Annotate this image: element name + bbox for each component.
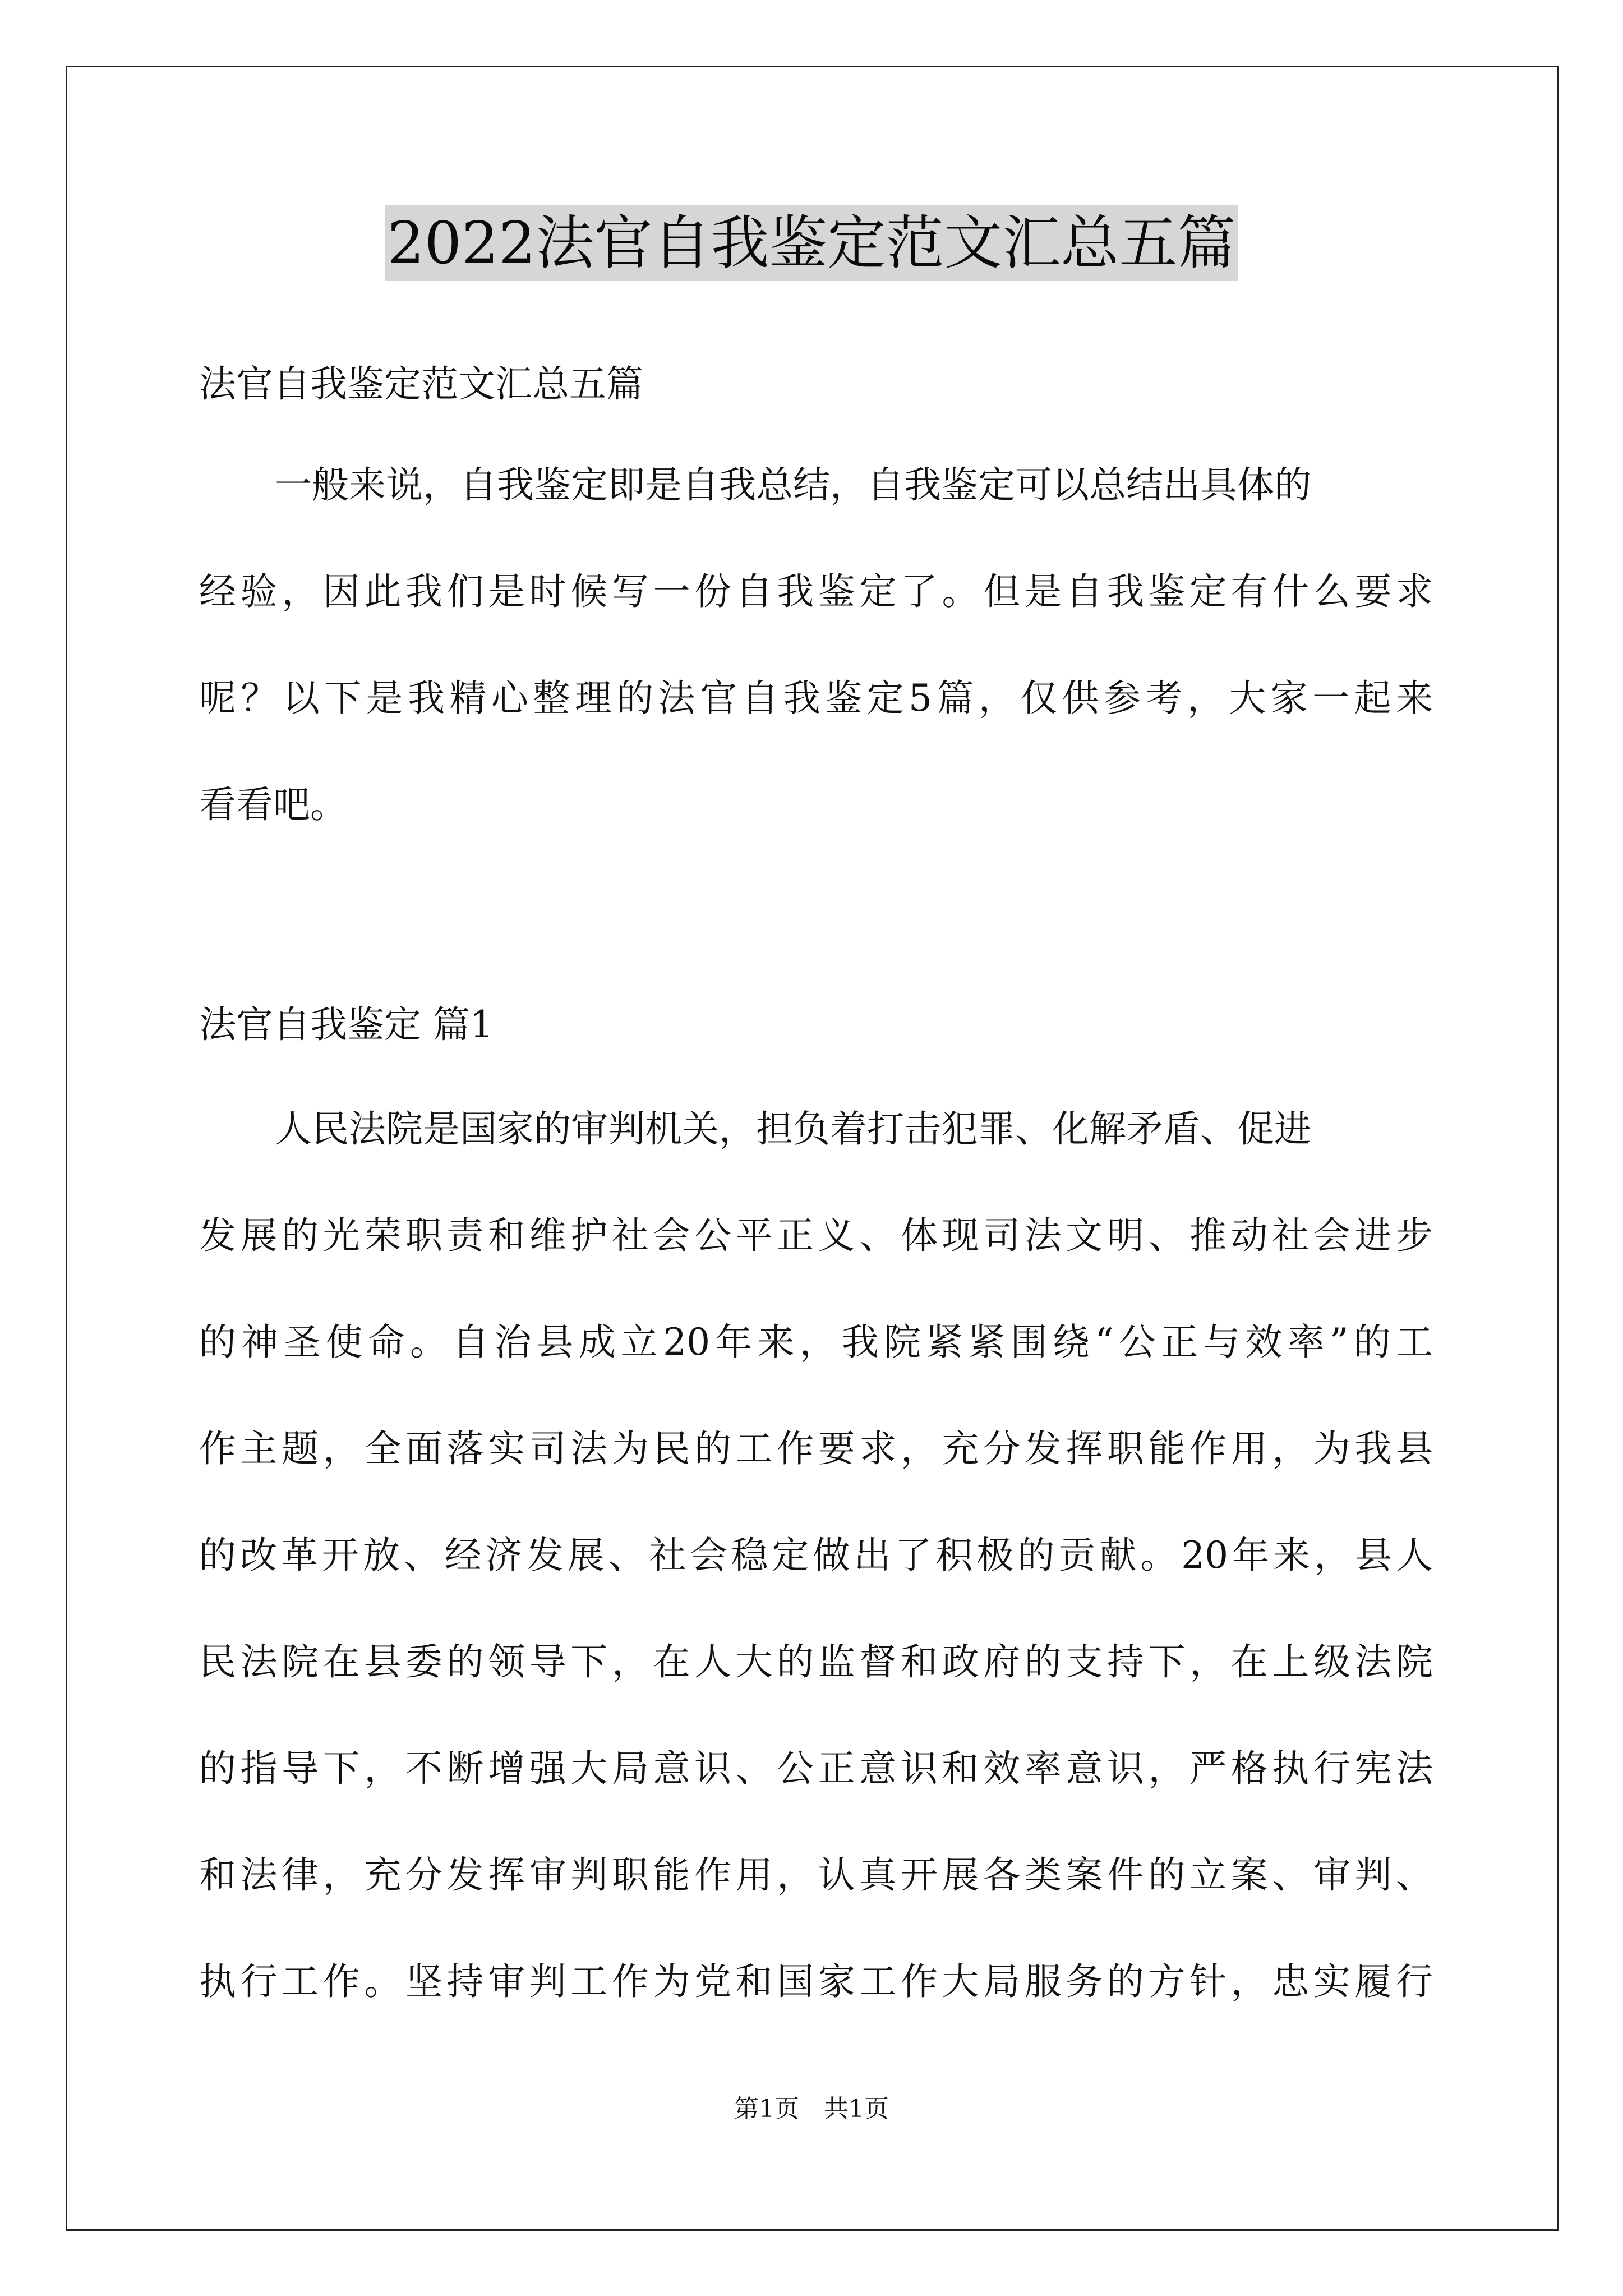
body-line-6: 民法院在县委的领导下，在人大的监督和政府的支持下，在上级法院 xyxy=(199,1640,1433,1683)
title-container xyxy=(0,205,1623,281)
body-line-1: 人民法院是国家的审判机关，担负着打击犯罪、化解矛盾、促进 xyxy=(275,1107,1311,1151)
body-line-9: 执行工作。坚持审判工作为党和国家工作大局服务的方针，忠实履行 xyxy=(199,1960,1433,2003)
page-number-footer: 第1页 共1页 xyxy=(734,2095,889,2123)
intro-line-1: 一般来说，自我鉴定即是自我总结，自我鉴定可以总结出具体的 xyxy=(275,463,1311,507)
intro-line-3: 呢？以下是我精心整理的法官自我鉴定5篇，仅供参考，大家一起来 xyxy=(199,677,1433,720)
intro-line-4: 看看吧。 xyxy=(199,783,347,826)
intro-line-2: 经验，因此我们是时候写一份自我鉴定了。但是自我鉴定有什么要求 xyxy=(199,570,1433,613)
body-line-7: 的指导下，不断增强大局意识、公正意识和效率意识，严格执行宪法 xyxy=(199,1747,1433,1790)
body-line-2: 发展的光荣职责和维护社会公平正义、体现司法文明、推动社会进步 xyxy=(199,1214,1433,1257)
body-line-3: 的神圣使命。自治县成立20年来，我院紧紧围绕“公正与效率”的工 xyxy=(199,1320,1433,1364)
body-line-5: 的改革开放、经济发展、社会稳定做出了积极的贡献。20年来，县人 xyxy=(199,1534,1433,1577)
body-line-4: 作主题，全面落实司法为民的工作要求，充分发挥职能作用，为我县 xyxy=(199,1427,1433,1470)
body-line-8: 和法律，充分发挥审判职能作用，认真开展各类案件的立案、审判、 xyxy=(199,1853,1433,1897)
document-subtitle: 法官自我鉴定范文汇总五篇 xyxy=(199,362,643,406)
section-heading: 法官自我鉴定 篇1 xyxy=(199,1003,494,1046)
document-title: 2022法官自我鉴定范文汇总五篇 xyxy=(385,205,1238,281)
